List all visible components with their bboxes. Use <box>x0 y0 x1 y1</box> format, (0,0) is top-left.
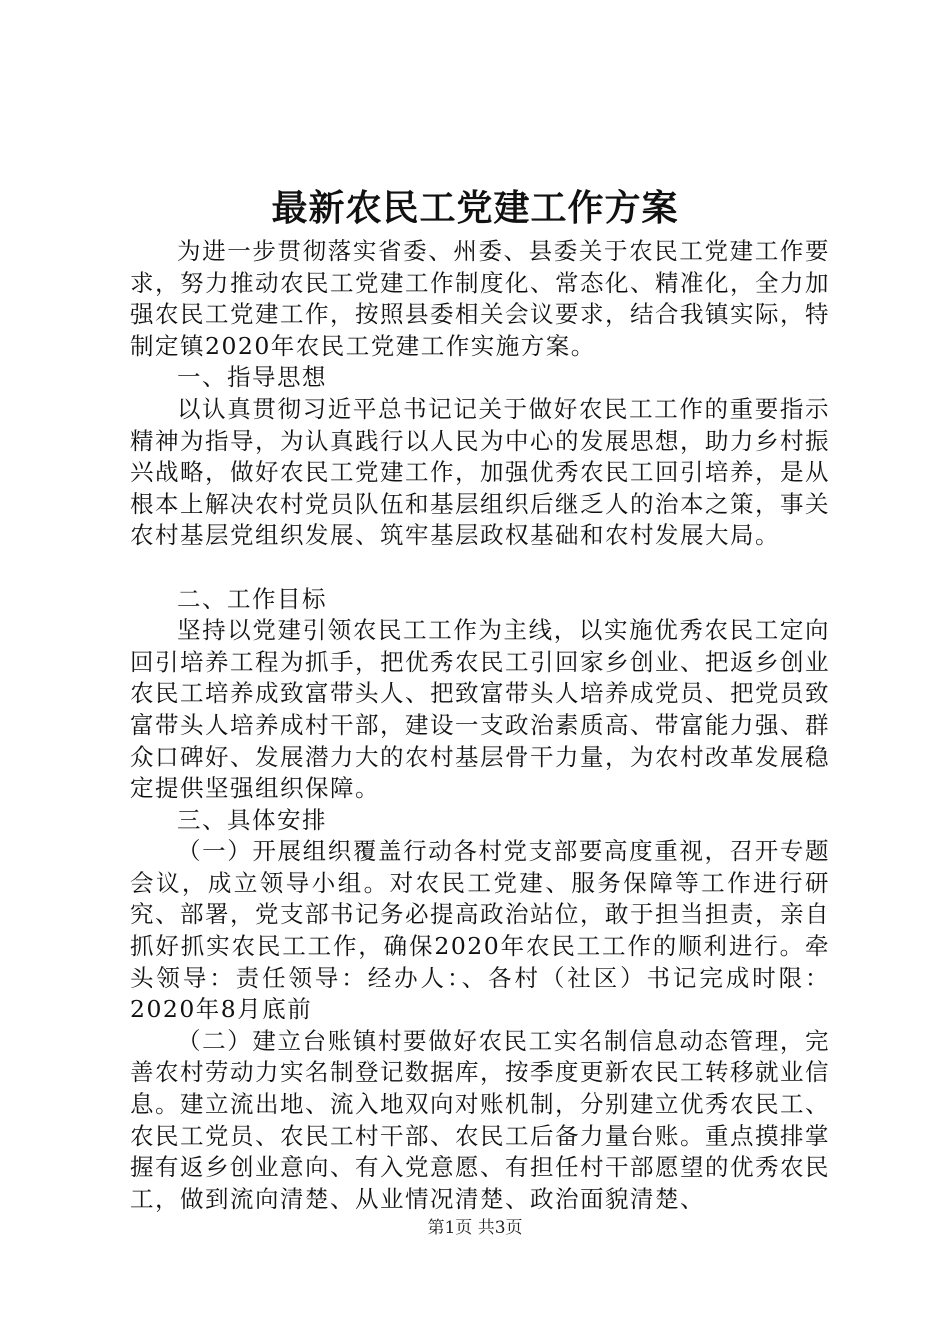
work-goals-paragraph: 坚持以党建引领农民工工作为主线，以实施优秀农民工定向回引培养工程为抓手，把优秀农民工引回家乡创业、把返乡创业农民工培养成致富带头人、把致富带头人培养成党员、把党员致富带头人培养成村干部，建设一支政治素质高、带富能力强、群众口碑好、发展潜力大的农村基层骨干力量，为农村改革发展稳定提供坚强组织保障。 <box>130 616 830 803</box>
section-heading-work-goals: 二、工作目标 <box>177 584 327 613</box>
document-body <box>130 236 830 1215</box>
section-heading-guiding-ideology: 一、指导思想 <box>177 363 327 392</box>
section-heading-arrangements: 三、具体安排 <box>177 805 327 834</box>
page-footer: 第1页 共3页 <box>427 1218 523 1238</box>
arrangement-item-1-paragraph: （一）开展组织覆盖行动各村党支部要高度重视，召开专题会议，成立领导小组。对农民工党建、服务保障等工作进行研究、部署，党支部书记务必提高政治站位，敢于担当担责，亲自抓好抓实农民工工作，确保2020年农民工工作的顺利进行。牵头领导：责任领导：经办人：、各村（社区）书记完成时限：2020年8月底前 <box>130 837 830 1024</box>
arrangement-item-2-paragraph: （二）建立台账镇村要做好农民工实名制信息动态管理，完善农村劳动力实名制登记数据库，按季度更新农民工转移就业信息。建立流出地、流入地双向对账机制，分别建立优秀农民工、农民工党员、农民工村干部、农民工后备力量台账。重点摸排掌握有返乡创业意向、有入党意愿、有担任村干部愿望的优秀农民工，做到流向清楚、从业情况清楚、政治面貌清楚、 <box>130 1026 830 1213</box>
intro-paragraph: 为进一步贯彻落实省委、州委、县委关于农民工党建工作要求，努力推动农民工党建工作制度化、常态化、精准化，全力加强农民工党建工作，按照县委相关会议要求，结合我镇实际，特制定镇2020年农民工党建工作实施方案。 <box>130 237 830 360</box>
document-title: 最新农民工党建工作方案 <box>271 187 679 229</box>
guiding-ideology-paragraph: 以认真贯彻习近平总书记记关于做好农民工工作的重要指示精神为指导，为认真践行以人民为中心的发展思想，助力乡村振兴战略，做好农民工党建工作，加强优秀农民工回引培养，是从根本上解决农村党员队伍和基层组织后继乏人的治本之策，事关农村基层党组织发展、筑牢基层政权基础和农村发展大局。 <box>130 394 830 550</box>
